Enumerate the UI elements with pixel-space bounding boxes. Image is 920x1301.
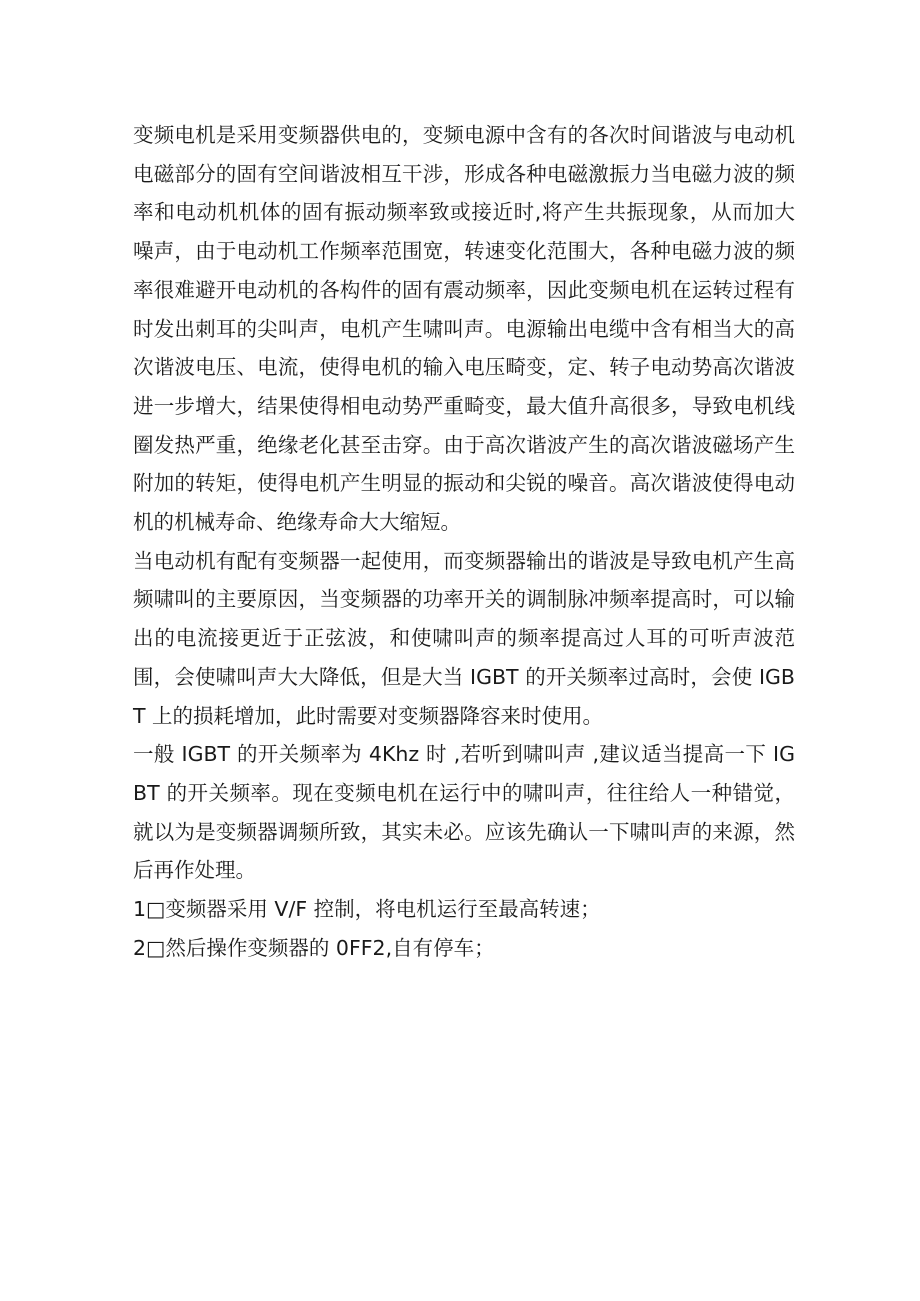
paragraph-2: 当电动机有配有变频器一起使用，而变频器输出的谐波是导致电机产生高频啸叫的主要原因，当变频器的功率开关的调制脉冲频率提高时，可以输出的电流接更近于正弦波，和使啸叫声的频率提高过人耳的可听声波范围，会使啸叫声大大降低，但是大当 IGBT 的开关频率过高时，会使 IGBT 上的损耗增加，此时需要对变频器降容来时使用。 (133, 548, 795, 728)
paragraph-1: 变频电机是采用变频器供电的，变频电源中含有的各次时间谐波与电动机电磁部分的固有空间谐波相互干涉，形成各种电磁激振力当电磁力波的频率和电动机机体的固有振动频率致或接近时,将产生共振现象，从而加大噪声，由于电动机工作频率范围宽，转速变化范围大，各种电磁力波的频率很难避开电动机的各构件的固有震动频率，因此变频电机在运转过程有时发出刺耳的尖叫声，电机产生啸叫声。电源输出电缆中含有相当大的高次谐波电压、电流，使得电机的输入电压畸变，定、转子电动势高次谐波进一步增大，结果使得相电动势严重畸变，最大值升高很多，导致电机线圈发热严重，绝缘老化甚至击穿。由于高次谐波产生的高次谐波磁场产生附加的转矩，使得电机产生明显的振动和尖锐的噪音。高次谐波使得电动机的机械寿命、绝缘寿命大大缩短。 (133, 123, 795, 535)
document-body (133, 116, 795, 967)
step-1: 1□变频器采用 V/F 控制，将电机运行至最高转速； (133, 897, 601, 922)
step-2: 2□然后操作变频器的 0FF2,自有停车； (133, 935, 495, 960)
paragraph-3: 一般 IGBT 的开关频率为 4Khz 时 ,若听到啸叫声 ,建议适当提高一下 IGBT 的开关频率。现在变频电机在运行中的啸叫声，往往给人一种错觉，就以为是变频器调频所致，其实未必。应该先确认一下啸叫声的来源，然后再作处理。 (133, 742, 795, 883)
